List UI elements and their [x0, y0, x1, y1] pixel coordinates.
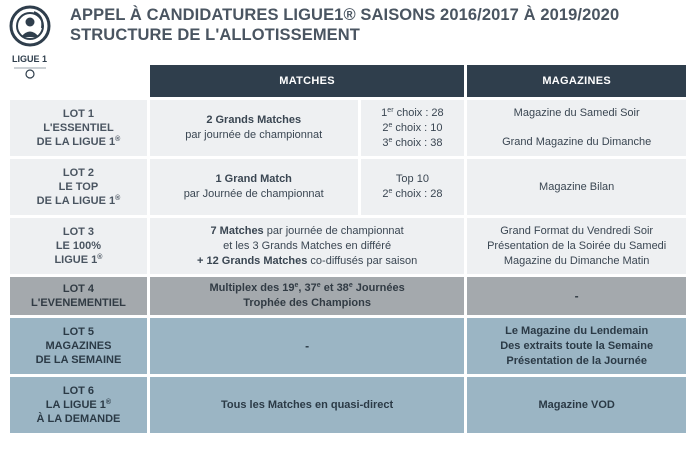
lot-name: LA LIGUE 1® — [45, 399, 112, 411]
lot-label — [10, 159, 147, 215]
magazine-item: Présentation de la Journée — [506, 354, 647, 367]
allotment-table — [7, 62, 689, 436]
lot-number: LOT 4 — [62, 283, 95, 295]
table-row — [10, 218, 686, 274]
matches-rest: et les 3 Grands Matches en différé — [223, 239, 392, 252]
magazine-item: Grand Format du Vendredi Soir — [500, 224, 654, 237]
logo-text: LIGUE 1 — [12, 54, 48, 64]
lot-number: LOT 6 — [62, 385, 95, 397]
header-corner — [10, 65, 147, 97]
matches-bold: 7 Matches — [210, 224, 264, 237]
lot-label — [10, 377, 147, 433]
lot-name: DE LA SEMAINE — [35, 354, 122, 366]
magazine-item: Magazine du Samedi Soir — [513, 107, 640, 119]
matches-rest: par journée de championnat — [263, 224, 404, 237]
lot-name: MAGAZINES — [45, 340, 112, 352]
title-line-2: STRUCTURE DE L'ALLOTISSEMENT — [70, 26, 360, 44]
lot-name: À LA DEMANDE — [36, 413, 121, 425]
lot-name: LE 100% — [55, 240, 102, 252]
choice: 3e choix : 38 — [382, 136, 443, 149]
lot-name: DE LA LIGUE 1® — [36, 195, 121, 207]
lot-number: LOT 1 — [62, 108, 95, 120]
magazines-cell: Magazine VOD — [467, 377, 686, 433]
lot-name: LIGUE 1® — [54, 254, 103, 266]
magazine-item: Le Magazine du Lendemain — [505, 324, 649, 337]
lot-label — [10, 100, 147, 156]
table-row — [10, 100, 686, 156]
matches-title: 2 Grands Matches — [206, 114, 302, 126]
magazines-cell — [467, 318, 686, 374]
matches-cell: - — [150, 318, 464, 374]
matches-title: 1 Grand Match — [215, 173, 292, 185]
matches-subtitle: par journée de championnat — [185, 129, 323, 141]
lot-label — [10, 277, 147, 315]
matches-cell — [150, 159, 358, 215]
matches-cell — [150, 100, 358, 156]
magazine-item: Des extraits toute la Semaine — [500, 339, 654, 352]
magazine-item: Grand Magazine du Dimanche — [502, 136, 652, 148]
column-header-matches: MATCHES — [150, 65, 464, 97]
matches-line: Trophée des Champions — [243, 297, 371, 309]
lot-label — [10, 218, 147, 274]
lot-number: LOT 2 — [62, 167, 95, 179]
matches-line: Multiplex des 19e, 37e et 38e Journées — [209, 282, 405, 294]
matches-cell — [150, 218, 464, 274]
choice: Top 10 — [395, 173, 429, 185]
magazines-cell — [467, 218, 686, 274]
choice: 1er choix : 28 — [381, 106, 444, 119]
magazine-item: Magazine Bilan — [539, 180, 615, 193]
matches-line — [150, 239, 464, 254]
choice: 2e choix : 28 — [382, 188, 443, 200]
table-row — [10, 377, 686, 433]
lot-number: LOT 5 — [62, 326, 95, 338]
magazines-cell: - — [467, 277, 686, 315]
lot-label — [10, 318, 147, 374]
magazines-cell — [467, 159, 686, 215]
matches-rest: co-diffusés par saison — [307, 254, 418, 267]
choice: 2e choix : 10 — [382, 121, 443, 134]
table-row — [10, 277, 686, 315]
magazines-cell — [467, 100, 686, 156]
choices-cell — [361, 159, 465, 215]
title-line-1: APPEL À CANDIDATURES LIGUE1® SAISONS 2016/2017 À 2019/2020 — [70, 6, 620, 24]
lot-number: LOT 3 — [62, 226, 95, 238]
page-title — [70, 5, 619, 45]
matches-subtitle: par Journée de championnat — [183, 188, 324, 200]
matches-cell: Tous les Matches en quasi-direct — [150, 377, 464, 433]
magazine-item: Présentation de la Soirée du Samedi — [487, 239, 667, 252]
table-row — [10, 318, 686, 374]
matches-line — [150, 254, 464, 269]
magazine-item: Magazine du Dimanche Matin — [503, 254, 650, 267]
lot-name: LE TOP — [58, 181, 99, 193]
matches-line — [150, 224, 464, 239]
choices-cell — [361, 100, 465, 156]
lot-name: L'EVENEMENTIEL — [30, 297, 126, 309]
matches-bold: + 12 Grands Matches — [197, 254, 308, 267]
column-header-magazines: MAGAZINES — [467, 65, 686, 97]
lot-name: L'ESSENTIEL — [43, 122, 114, 134]
matches-cell — [150, 277, 464, 315]
lot-name: DE LA LIGUE 1® — [36, 136, 121, 148]
table-row — [10, 159, 686, 215]
